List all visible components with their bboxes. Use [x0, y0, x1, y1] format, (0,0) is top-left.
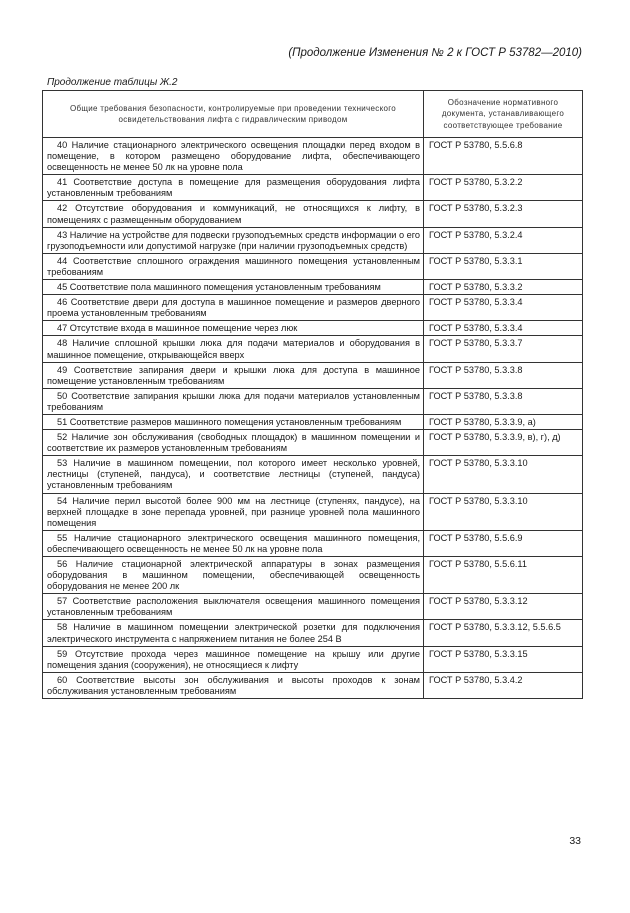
table-row: [43, 530, 583, 556]
requirement-text: 49 Соответствие запирания двери и крышки люка для доступа в машинное помещение установленным требованиям: [43, 362, 424, 388]
requirement-text: 57 Соответствие расположения выключателя освещения машинного помещения установленным требованиям: [43, 594, 424, 620]
table-row: [43, 493, 583, 530]
table-row: [43, 414, 583, 429]
table-row: [43, 295, 583, 321]
requirement-text: 44 Соответствие сплошного ограждения машинного помещения установленным требованиям: [43, 253, 424, 279]
requirement-text: 55 Наличие стационарного электрического освещения машинного помещения, обеспечивающего освещенность не менее 50 лк на уровне пола: [43, 530, 424, 556]
normative-document: ГОСТ Р 53780, 5.3.3.4: [424, 321, 583, 336]
requirement-text: 47 Отсутствие входа в машинное помещение через люк: [43, 321, 424, 336]
table-row: [43, 388, 583, 414]
table-row: [43, 620, 583, 646]
normative-document: ГОСТ Р 53780, 5.3.4.2: [424, 672, 583, 698]
normative-document: ГОСТ Р 53780, 5.3.3.9, а): [424, 414, 583, 429]
page-number: 33: [569, 835, 581, 847]
requirement-text: 40 Наличие стационарного электрического освещения площадки перед входом в помещение, в котором размещено оборудование лифта, обеспечивающего освещенность не менее 50 лк на уровне пола: [43, 138, 424, 175]
table-row: [43, 336, 583, 362]
normative-document: ГОСТ Р 53780, 5.3.3.10: [424, 456, 583, 493]
column-header-requirements: Общие требования безопасности, контролируемые при проведении технического освидетельствования лифта с гидравлическим приводом: [43, 91, 424, 138]
requirement-text: 46 Соответствие двери для доступа в машинное помещение и размеров дверного проема установленным требованиям: [43, 295, 424, 321]
normative-document: ГОСТ Р 53780, 5.3.2.4: [424, 227, 583, 253]
requirement-text: 54 Наличие перил высотой более 900 мм на лестнице (ступенях, пандусе), на верхней площадке в зоне перепада уровней, при разнице уровней пола машинного помещения: [43, 493, 424, 530]
table-row: [43, 321, 583, 336]
table-row: [43, 175, 583, 201]
table-row: [43, 362, 583, 388]
normative-document: ГОСТ Р 53780, 5.3.2.2: [424, 175, 583, 201]
table-row: [43, 227, 583, 253]
requirement-text: 45 Соответствие пола машинного помещения установленным требованиям: [43, 280, 424, 295]
normative-document: ГОСТ Р 53780, 5.3.3.8: [424, 388, 583, 414]
requirement-text: 59 Отсутствие прохода через машинное помещение на крышу или другие помещения здания (сооружения), не относящиеся к лифту: [43, 646, 424, 672]
table-row: [43, 138, 583, 175]
requirement-text: 56 Наличие стационарной электрической аппаратуры в зонах размещения оборудования в машинном помещении, обеспечивающей освещенность оборудования не менее 200 лк: [43, 557, 424, 594]
requirement-text: 41 Соответствие доступа в помещение для размещения оборудования лифта установленным требованиям: [43, 175, 424, 201]
requirements-table: [42, 90, 583, 699]
table-caption: Продолжение таблицы Ж.2: [47, 77, 178, 88]
requirement-text: 50 Соответствие запирания крышки люка для подачи материалов установленным требованиям: [43, 388, 424, 414]
requirement-text: 60 Соответствие высоты зон обслуживания и высоты проходов к зонам обслуживания установленным требованиям: [43, 672, 424, 698]
normative-document: ГОСТ Р 53780, 5.3.3.9, в), г), д): [424, 430, 583, 456]
normative-document: ГОСТ Р 53780, 5.3.3.2: [424, 280, 583, 295]
table-row: [43, 430, 583, 456]
requirement-text: 51 Соответствие размеров машинного помещения установленным требованиям: [43, 414, 424, 429]
table-row: [43, 646, 583, 672]
normative-document: ГОСТ Р 53780, 5.3.3.10: [424, 493, 583, 530]
table-row: [43, 594, 583, 620]
normative-document: ГОСТ Р 53780, 5.3.3.12, 5.5.6.5: [424, 620, 583, 646]
requirement-text: 58 Наличие в машинном помещении электрической розетки для подключения электрического инструмента с напряжением питания не более 254 В: [43, 620, 424, 646]
normative-document: ГОСТ Р 53780, 5.5.6.9: [424, 530, 583, 556]
table-header-row: [43, 91, 583, 138]
page-header: (Продолжение Изменения № 2 к ГОСТ Р 53782—2010): [288, 47, 582, 59]
normative-document: ГОСТ Р 53780, 5.3.3.8: [424, 362, 583, 388]
table-body: [43, 138, 583, 699]
requirement-text: 42 Отсутствие оборудования и коммуникаций, не относящихся к лифту, в помещениях с размещенным оборудованием: [43, 201, 424, 227]
normative-document: ГОСТ Р 53780, 5.5.6.8: [424, 138, 583, 175]
table-row: [43, 557, 583, 594]
requirement-text: 43 Наличие на устройстве для подвески грузоподъемных средств информации о его грузоподъемности или допустимой нагрузке (при наличии грузоподъемных средств): [43, 227, 424, 253]
table-row: [43, 253, 583, 279]
requirement-text: 52 Наличие зон обслуживания (свободных площадок) в машинном помещении и соответствие их размеров установленным требованиям: [43, 430, 424, 456]
table-row: [43, 280, 583, 295]
normative-document: ГОСТ Р 53780, 5.5.6.11: [424, 557, 583, 594]
table-row: [43, 201, 583, 227]
column-header-document: Обозначение нормативного документа, устанавливающего соответствующее требование: [424, 91, 583, 138]
normative-document: ГОСТ Р 53780, 5.3.3.12: [424, 594, 583, 620]
normative-document: ГОСТ Р 53780, 5.3.3.1: [424, 253, 583, 279]
table-row: [43, 672, 583, 698]
normative-document: ГОСТ Р 53780, 5.3.2.3: [424, 201, 583, 227]
requirement-text: 48 Наличие сплошной крышки люка для подачи материалов и оборудования в машинное помещение, открывающейся вверх: [43, 336, 424, 362]
normative-document: ГОСТ Р 53780, 5.3.3.4: [424, 295, 583, 321]
normative-document: ГОСТ Р 53780, 5.3.3.7: [424, 336, 583, 362]
table-row: [43, 456, 583, 493]
requirement-text: 53 Наличие в машинном помещении, пол которого имеет несколько уровней, лестницы (ступеней, пандуса), и соответствие лестницы (ступеней, пандуса) установленным требованиям: [43, 456, 424, 493]
normative-document: ГОСТ Р 53780, 5.3.3.15: [424, 646, 583, 672]
